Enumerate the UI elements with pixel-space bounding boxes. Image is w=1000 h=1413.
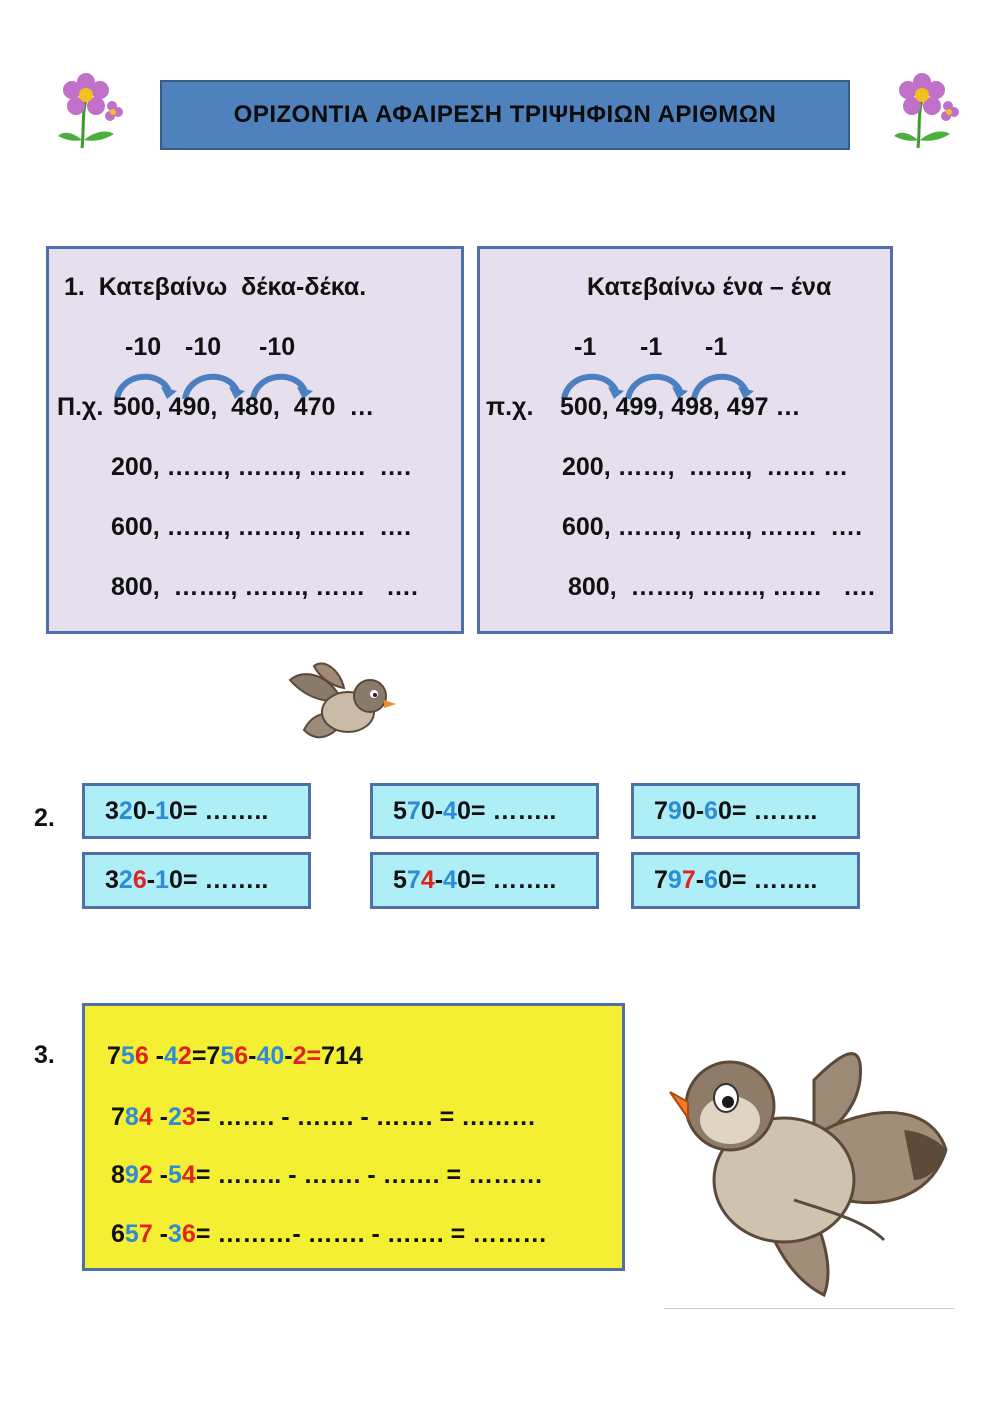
digit-segment: -	[284, 1042, 293, 1070]
digit-segment: 7	[406, 796, 421, 825]
digit-segment: 7	[681, 866, 696, 894]
digit-segment: 0= ……..	[717, 866, 818, 894]
digit-segment: 5	[220, 1042, 235, 1070]
digit-segment: 8	[124, 1103, 139, 1131]
digit-segment: 7	[654, 796, 668, 825]
digit-segment: 7	[138, 1220, 153, 1248]
digit-segment: 1	[155, 866, 169, 894]
sequence-row: 200, ……, ……., …… …	[562, 453, 849, 481]
digit-segment: 9	[667, 796, 682, 825]
digit-segment: 2=	[292, 1042, 322, 1070]
exercise1-right-panel	[477, 246, 893, 634]
small-bird-icon	[284, 660, 399, 752]
example-label: Π.χ.	[57, 393, 104, 421]
exercise3-line	[111, 1220, 547, 1249]
sequence-row: 600, ……., ……., ……. ….	[111, 513, 412, 541]
exercise3-line	[111, 1161, 543, 1190]
digit-segment: 0= ……..	[168, 796, 269, 825]
equation-box	[370, 852, 599, 909]
digit-segment: 5	[393, 796, 407, 825]
digit-segment: 8	[111, 1161, 125, 1189]
sequence-row: 800, ……., ……., …… ….	[111, 573, 419, 601]
step-label: -1	[574, 333, 597, 361]
digit-segment: -	[152, 1103, 168, 1131]
digit-segment: 2	[177, 1042, 192, 1070]
digit-segment: 0= ……..	[717, 796, 818, 825]
exercise1-right-heading: Κατεβαίνω ένα – ένα	[587, 273, 832, 301]
example-sequence: 500, 499, 498, 497 …	[560, 393, 801, 421]
digit-segment: 7	[111, 1103, 125, 1131]
digit-segment: 2	[138, 1161, 153, 1189]
digit-segment: 3	[181, 1103, 196, 1131]
sequence-row: 200, ……., ……., ……. ….	[111, 453, 412, 481]
sequence-row: 800, ……., ……., …… ….	[568, 573, 876, 601]
exercise2-number: 2.	[34, 804, 55, 832]
digit-segment: = ……. - ……. - ……. = ………	[195, 1103, 537, 1131]
digit-segment: 6	[111, 1220, 125, 1248]
exercise3-number: 3.	[34, 1041, 55, 1069]
digit-segment: 0= ……..	[456, 796, 557, 825]
digit-segment: -	[434, 866, 444, 894]
digit-segment: = …….. - ……. - ……. = ………	[195, 1161, 544, 1189]
exercise1-left-heading: 1. Κατεβαίνω δέκα-δέκα.	[64, 273, 367, 301]
step-label: -10	[185, 333, 222, 361]
equation-box	[82, 783, 311, 839]
exercise3-line	[111, 1103, 536, 1132]
page-title: ΟΡΙΖΟΝΤΙΑ ΑΦΑΙΡΕΣΗ ΤΡΙΨΗΦΙΩΝ ΑΡΙΘΜΩΝ	[160, 80, 850, 150]
step-label: -1	[640, 333, 663, 361]
digit-segment: =7	[191, 1042, 221, 1070]
equation-box	[631, 852, 860, 909]
digit-segment: 4	[164, 1042, 178, 1070]
step-label: -10	[125, 333, 162, 361]
digit-segment: 0-	[681, 796, 705, 825]
digit-segment: 9	[667, 866, 682, 894]
digit-segment: 0= ……..	[168, 866, 269, 894]
digit-segment: = ………- ……. - ……. = ………	[195, 1220, 548, 1248]
digit-segment: -	[695, 866, 705, 894]
large-bird-icon	[664, 1040, 954, 1305]
digit-segment: 714	[321, 1042, 363, 1070]
digit-segment: -	[152, 1161, 168, 1189]
digit-segment: 2	[118, 796, 133, 825]
step-label: -10	[259, 333, 296, 361]
sequence-row: 600, ……., ……., ……. ….	[562, 513, 863, 541]
digit-segment: 5	[168, 1161, 182, 1189]
digit-segment: 4	[181, 1161, 196, 1189]
digit-segment: 6	[704, 866, 718, 894]
equation-box	[82, 852, 311, 909]
digit-segment: 7	[107, 1042, 121, 1070]
digit-segment: 3	[168, 1220, 182, 1248]
digit-segment: 4	[443, 866, 457, 894]
digit-segment: 5	[120, 1042, 135, 1070]
exercise3-line	[107, 1042, 363, 1071]
digit-segment: 6	[181, 1220, 196, 1248]
step-label: -1	[705, 333, 728, 361]
equation-box	[631, 783, 860, 839]
digit-segment: -	[146, 866, 156, 894]
digit-segment: 3	[105, 796, 119, 825]
digit-segment: 0-	[420, 796, 444, 825]
digit-segment: 7	[654, 866, 668, 894]
digit-segment: -	[152, 1220, 168, 1248]
digit-segment: -	[248, 1042, 257, 1070]
example-sequence: 500, 490, 480, 470 …	[113, 393, 375, 421]
digit-segment: 0= ……..	[456, 866, 557, 894]
digit-segment: 6	[134, 1042, 149, 1070]
digit-segment: 5	[393, 866, 407, 894]
digit-segment: 4	[420, 866, 435, 894]
digit-segment: 0-	[132, 796, 156, 825]
example-label: π.χ.	[486, 393, 534, 421]
digit-segment: 6	[704, 796, 718, 825]
digit-segment: 6	[234, 1042, 249, 1070]
digit-segment: 2	[118, 866, 133, 894]
digit-segment: 2	[168, 1103, 182, 1131]
digit-segment: 5	[124, 1220, 139, 1248]
digit-segment: 4	[138, 1103, 153, 1131]
digit-segment: 9	[124, 1161, 139, 1189]
flower-icon-left	[52, 70, 132, 150]
digit-segment: -	[148, 1042, 164, 1070]
exercise1-left-panel	[46, 246, 464, 634]
digit-segment: 1	[155, 796, 169, 825]
digit-segment: 40	[256, 1042, 285, 1070]
divider-line	[664, 1308, 954, 1309]
exercise3-panel	[82, 1003, 625, 1271]
equation-box	[370, 783, 599, 839]
digit-segment: 3	[105, 866, 119, 894]
flower-icon-right	[888, 70, 968, 150]
digit-segment: 7	[406, 866, 421, 894]
digit-segment: 6	[132, 866, 147, 894]
digit-segment: 4	[443, 796, 457, 825]
